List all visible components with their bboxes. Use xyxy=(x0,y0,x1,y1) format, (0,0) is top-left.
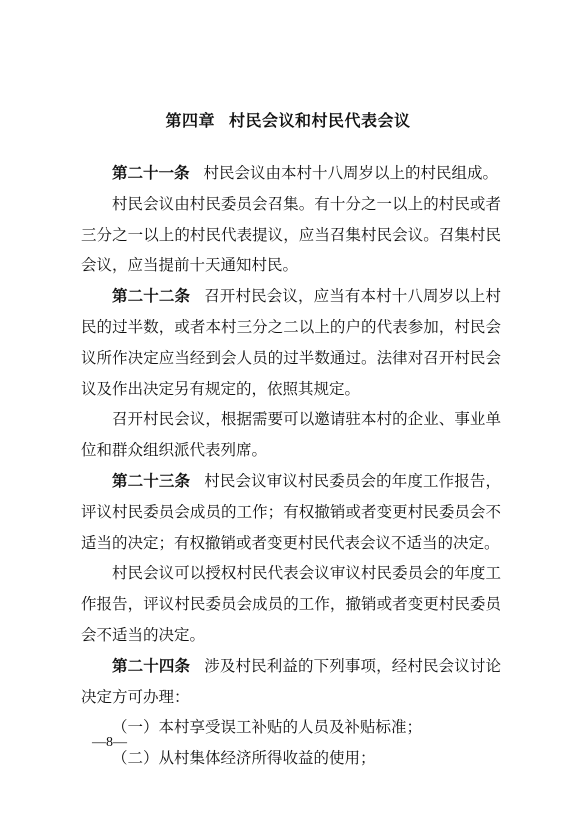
article-21-paragraph-1 xyxy=(81,158,501,189)
document-body xyxy=(81,158,501,774)
article-24-item-2: （二）从村集体经济所得收益的使用； xyxy=(112,749,376,768)
article-23-paragraph-1 xyxy=(81,466,501,558)
chapter-number: 第四章 xyxy=(165,111,215,130)
article-21-text-1: 村民会议由本村十八周岁以上的村民组成。 xyxy=(203,164,499,182)
article-24-paragraph-1 xyxy=(81,651,501,713)
article-22-head: 第二十二条 xyxy=(112,287,191,306)
article-22-text-1: 召开村民会议，应当有本村十八周岁以上村民的过半数，或者本村三分之二以上的户的代表参加，村民会议所作决定应当经到会人员的过半数通过。法律对召开村民会议及作出决定另有规定的，依照其规定。 xyxy=(81,287,501,398)
article-21-paragraph-2: 村民会议由村民委员会召集。有十分之一以上的村民或者三分之一以上的村民代表提议，应当召集村民会议。召集村民会议，应当提前十天通知村民。 xyxy=(81,194,501,275)
article-22-paragraph-1 xyxy=(81,281,501,404)
article-23-paragraph-2: 村民会议可以授权村民代表会议审议村民委员会的年度工作报告，评议村民委员会成员的工作，撤销或者变更村民委员会不适当的决定。 xyxy=(81,564,501,644)
chapter-name: 村民会议和村民代表会议 xyxy=(229,111,411,130)
article-24-head: 第二十四条 xyxy=(112,656,191,675)
chapter-title xyxy=(0,108,576,131)
article-23-head: 第二十三条 xyxy=(112,471,191,490)
article-24-text-1: 涉及村民利益的下列事项，经村民会议讨论决定方可办理： xyxy=(81,656,501,706)
article-22-paragraph-2: 召开村民会议，根据需要可以邀请驻本村的企业、事业单位和群众组织派代表列席。 xyxy=(81,410,501,460)
article-24-item-1: （一）本村享受误工补贴的人员及补贴标准； xyxy=(112,718,423,737)
article-23-text-1: 村民会议审议村民委员会的年度工作报告，评议村民委员会成员的工作；有权撤销或者变更村民委员会不适当的决定；有权撤销或者变更村民代表会议不适当的决定。 xyxy=(81,471,501,552)
page-number: —8— xyxy=(92,735,127,750)
article-21-head: 第二十一条 xyxy=(112,164,190,182)
